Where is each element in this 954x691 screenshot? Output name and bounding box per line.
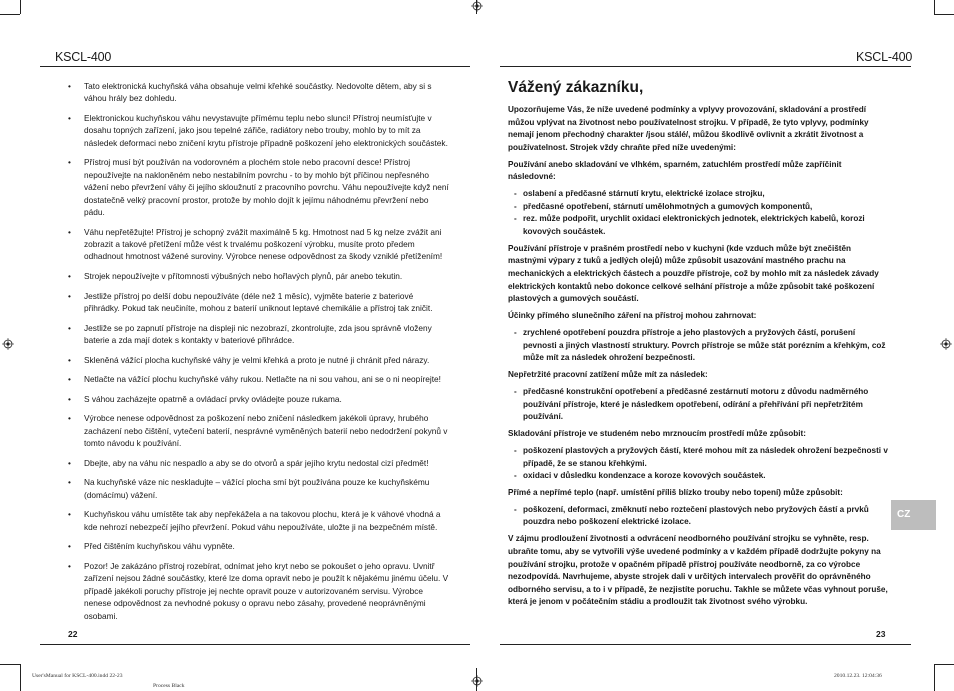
list-item: • Váhu nepřetěžujte! Přístroj je schopný zvážit maximálně 5 kg. Hmotnost nad 5 kg nelze zvážit ani zobrazit a takové přetížení může vést k trvalému poškození výrobku, musíte proto předem odhadnout hmotnost vážené suroviny. Výrobce nenese odpovědnost za škody vzniklé přetížením! — [68, 226, 450, 263]
registration-mark-icon — [471, 0, 483, 12]
registration-mark-icon — [940, 338, 952, 350]
dash-list — [508, 504, 888, 529]
list-item: - poškození plastových a pryžových částí, které mohou mít za následek ohrožení bezpečnosti v případě, že se stanou křehkými. — [508, 445, 888, 470]
paragraph: V zájmu prodloužení životnosti a odvrácení neodborného používání strojku se vyhněte, resp. ubraňte tomu, aby se vytvořili výše uvedené podmínky a v každém případě dodržujte pokyny na používání strojku, protože v opačném případě přístroj používáte neodborně, za co výrobce nezodpovídá. Navrhujeme, abyste strojek dali v určitých intervalech prověřit do oprávněného odborného servisu, a to i v případě, že nezjistíte poruchu. Takhle se můžete včas vyhnout poruše, která je jenom v počátečním stádiu a prodloužit tak životnost svého výrobku. — [508, 534, 888, 607]
footer-process: Process Black — [153, 683, 185, 689]
safety-instructions — [68, 80, 450, 629]
list-item: - rez. může podpořit, urychlit oxidaci elektronických jednotek, elektrických kabelů, korozi kovových součástek. — [508, 213, 888, 238]
list-item: • Jestliže přístroj po delší dobu nepoužíváte (déle než 1 měsíc), vyjměte baterie z bateriové přihrádky. Pokud tak neučiníte, mohou z baterií uniknout leptavé chemikálie a přístroj tak zničit. — [68, 290, 450, 315]
header-rule-left — [40, 66, 470, 67]
list-item: • Výrobce nenese odpovědnost za poškození nebo zničení následkem jakékoli úpravy, hrubého zacházení nebo čištění, vytečení baterií, nesprávné vyměněných baterií nebo nedodržení pokynů v tomto návodu k používání. — [68, 412, 450, 449]
dash-list — [508, 386, 888, 424]
language-tab-label: CZ — [897, 509, 911, 520]
list-item: - předčasné konstrukční opotřebení a předčasné zestárnutí motoru z důvodu nadměrného používání přístroje, které je následkem opotřebení, odírání a přehřívání při nepřetržitém používání. — [508, 386, 888, 424]
dash-list — [508, 445, 888, 483]
page-number-left: 22 — [68, 629, 78, 639]
footer-rule-left — [40, 644, 470, 645]
page-number-right: 23 — [876, 629, 886, 639]
list-item: • Dbejte, aby na váhu nic nespadlo a aby se do otvorů a spár jejího krytu nedostal cizí předmět! — [68, 457, 450, 469]
crop-mark-bottom-left-v — [20, 664, 21, 691]
safety-bullet-list — [68, 80, 450, 622]
footer-timestamp: 2010.12.23. 12:04:36 — [834, 673, 882, 679]
list-item: • Jestliže se po zapnutí přístroje na displeji nic nezobrazí, zkontrolujte, zda jsou správně vloženy baterie a zda mají dotek s kontakty v bateriové přihrádce. — [68, 322, 450, 347]
paragraph: Používání přístroje v prašném prostředí nebo v kuchyni (kde vzduch může být znečištěn mastnými výpary z tuků a jedlých olejů) může způsobit usazování mastného prachu na mechanických a elektrických částech a pouzdře přístroje, což by mohlo mít za následek závady elektrických kontaktů nebo dokonce celkové selhání přístroje a může způsobit také poškození plastových a gumových součástí. — [508, 243, 879, 304]
list-item: • Před čištěním kuchyňskou váhu vypněte. — [68, 540, 450, 552]
paragraph: Přímé a nepřímé teplo (např. umístění příliš blízko trouby nebo topení) může způsobit: — [508, 488, 843, 497]
paragraph: Účinky přímého slunečního záření na přístroj mohou zahrnovat: — [508, 311, 757, 321]
list-item: • Netlačte na vážící plochu kuchyňské váhy rukou. Netlačte na ni sou vahou, ani se o ni neopírejte! — [68, 373, 450, 385]
footer-file-info: User'sManual for KSCL-400.indd 22-23 — [32, 673, 123, 679]
list-item: - oslabení a předčasné stárnutí krytu, elektrické izolace strojku, — [508, 188, 888, 201]
crop-mark-bottom-left-h — [0, 664, 20, 665]
paragraph: Skladování přístroje ve studeném nebo mrznoucím prostředí může způsobit: — [508, 429, 806, 439]
crop-mark-top-right-h — [934, 14, 954, 15]
crop-mark-bottom-right-v — [934, 664, 935, 691]
list-item: • Pozor! Je zakázáno přístroj rozebírat, odnímat jeho kryt nebo se pokoušet o jeho opravu. Uvnitř zařízení nejsou žádné součástky, které lze doma opravit nebo je použít k nějakému jinému účelu. V případě jakékoli poruchy přístroje jej nechte opravit pouze v autorizovaném servisu. Výrobce nenese odpovědnost za nevhodné pokusy o opravu nebo zásahy, provedené neoprávněnými osobami. — [68, 560, 450, 622]
footer-rule-right — [500, 644, 911, 645]
language-tab — [891, 500, 936, 530]
model-name-left: KSCL-400 — [55, 50, 112, 64]
paragraph: Upozorňujeme Vás, že níže uvedené podmínky a vplyvy provozování, skladování a prostředí můžou vplývat na životnost nebo používatelnost strojku. V případě, že tyto vplyvy, podmínky nemají jenom přechodný charakter /jsou stálé/, můžou škodlivě ovlivnit a zkrátit životnost a používatelnost. Strojek vždy chraňte před níže uvedenými: — [508, 105, 869, 152]
list-item: - oxidaci v důsledku kondenzace a koroze kovových součástek. — [508, 470, 888, 483]
registration-mark-icon — [2, 338, 14, 350]
paragraph: Nepřetržité pracovní zatížení může mít za následek: — [508, 370, 708, 380]
dash-list — [508, 327, 888, 365]
customer-notice — [508, 78, 888, 613]
header-rule-right — [500, 66, 911, 67]
page-title: Vážený zákazníku, — [508, 79, 644, 96]
notice-body — [508, 104, 888, 609]
registration-mark-icon — [471, 675, 483, 687]
model-name-right: KSCL-400 — [856, 50, 913, 64]
crop-mark-top-right-v — [934, 0, 935, 14]
list-item: - předčasné opotřebení, stárnutí umělohmotných a gumových komponentů, — [508, 201, 888, 214]
list-item: • Na kuchyňské váze nic neskladujte – vážící plocha smí být používána pouze ke kuchyňskému (domácímu) vážení. — [68, 476, 450, 501]
list-item: • Strojek nepoužívejte v přítomnosti výbušných nebo hořlavých plynů, pár anebo tekutin. — [68, 270, 450, 282]
list-item: - zrychlené opotřebení pouzdra přístroje a jeho plastových a pryžových částí, porušení pevnosti a jiných vlastností struktury. Povrch přístroje se může stát porézním a křehkým, což může mít za následek ohrožení bezpečnosti. — [508, 327, 888, 365]
dash-list — [508, 188, 888, 238]
list-item: - poškození, deformaci, změknutí nebo roztečení plastových nebo pryžových částí a prvků pouzdra nebo poškození elektrické izolace. — [508, 504, 888, 529]
list-item: • Elektronickou kuchyňskou váhu nevystavujte přímému teplu nebo slunci! Přístroj neumísťujte v dosahu topných zařízení, jako jsou tepelné zářiče, radiátory nebo trouby, mohlo by to mít za následek deformaci nebo zničení krytu přístroje případně poškození jeho elektronických součástek. — [68, 112, 450, 149]
list-item: • Kuchyňskou váhu umístěte tak aby nepřekážela a na takovou plochu, která je k váhové vhodná a kde nehrozí nebezpečí jejího převržení. Pokud váhu nepoužíváte, uložte ji na bezpečném místě. — [68, 508, 450, 533]
crop-mark-top-left-h — [0, 14, 20, 15]
paragraph: Používání anebo skladování ve vlhkém, sparném, zatuchlém prostředí může zapříčinit následovné: — [508, 159, 842, 182]
list-item: • Skleněná vážící plocha kuchyňské váhy je velmi křehká a proto je nutné ji chránit před nárazy. — [68, 354, 450, 366]
list-item: • Přístroj musí být používán na vodorovném a plochém stole nebo pracovní desce! Přístroj nepoužívejte na nakloněném nebo nestabilním povrchu - to by mohlo být příčinou nepřesného vážení nebo převržení váhy či jejího skloužnutí z pracovního povrchu. Váhu nepoužívejte když není dostatečně velký pracovní prostor, protože by mohlo dojít k jejímu náhodnému převržení nebo pádu. — [68, 156, 450, 218]
list-item: • Tato elektronická kuchyňská váha obsahuje velmi křehké součástky. Nedovolte dětem, aby si s váhou hrály bez dohledu. — [68, 80, 450, 105]
crop-mark-top-left-v — [20, 0, 21, 14]
list-item: • S váhou zacházejte opatrně a ovládací prvky ovládejte pouze rukama. — [68, 393, 450, 405]
crop-mark-bottom-right-h — [934, 664, 954, 665]
